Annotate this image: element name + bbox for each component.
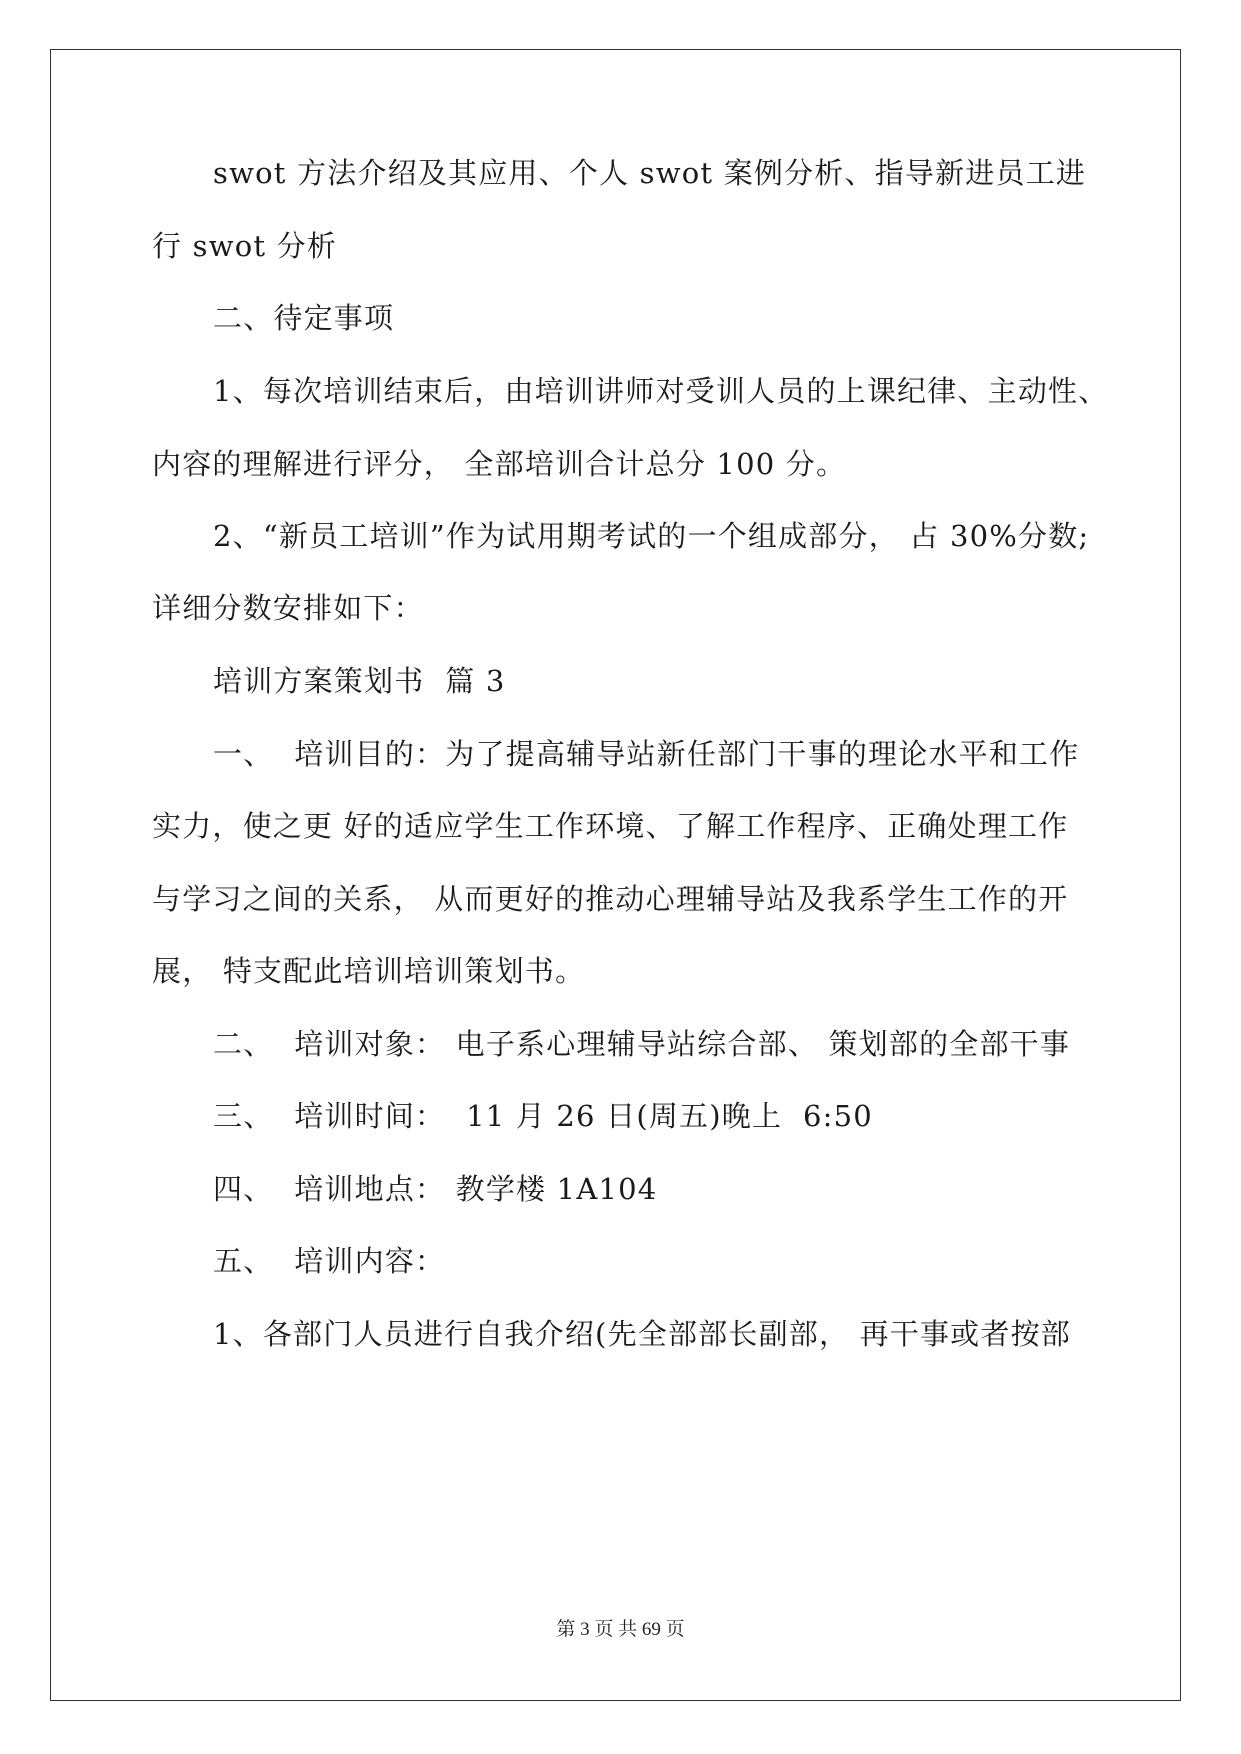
paragraph-line: 四、 培训地点： 教学楼 1A104 xyxy=(213,1172,658,1206)
paragraph-line: 行 swot 分析 xyxy=(152,229,338,263)
paragraph-line: 二、 培训对象： 电子系心理辅导站综合部、 策划部的全部干事 xyxy=(213,1027,1071,1061)
paragraph-line: 一、 培训目的：为了提高辅导站新任部门干事的理论水平和工作 xyxy=(213,737,1080,771)
section-title: 培训方案策划书 篇 3 xyxy=(213,664,506,698)
paragraph-line: 与学习之间的关系， 从而更好的推动心理辅导站及我系学生工作的开 xyxy=(152,882,1069,916)
paragraph-line: swot 方法介绍及其应用、个人 swot 案例分析、指导新进员工进 xyxy=(213,156,1087,190)
paragraph-line: 五、 培训内容： xyxy=(213,1244,446,1278)
paragraph-line: 展， 特支配此培训培训策划书。 xyxy=(152,954,586,988)
section-heading: 二、待定事项 xyxy=(213,301,395,335)
paragraph-line: 三、 培训时间： 11 月 26 日(周五)晚上 6:50 xyxy=(213,1099,873,1133)
page-footer: 第 3 页 共 69 页 xyxy=(556,1619,685,1640)
paragraph-line: 实力，使之更 好的适应学生工作环境、了解工作程序、正确处理工作 xyxy=(152,809,1069,843)
paragraph-line: 内容的理解进行评分， 全部培训合计总分 100 分。 xyxy=(152,447,847,481)
paragraph-line: 详细分数安排如下： xyxy=(152,591,424,625)
page-border xyxy=(50,49,1181,1701)
paragraph-line: 2、“新员工培训”作为试用期考试的一个组成部分， 占 30%分数; xyxy=(213,519,1090,553)
paragraph-line: 1、各部门人员进行自我介绍(先全部部长副部， 再干事或者按部 xyxy=(213,1317,1071,1351)
paragraph-line: 1、每次培训结束后，由培训讲师对受训人员的上课纪律、主动性、 xyxy=(213,374,1109,408)
